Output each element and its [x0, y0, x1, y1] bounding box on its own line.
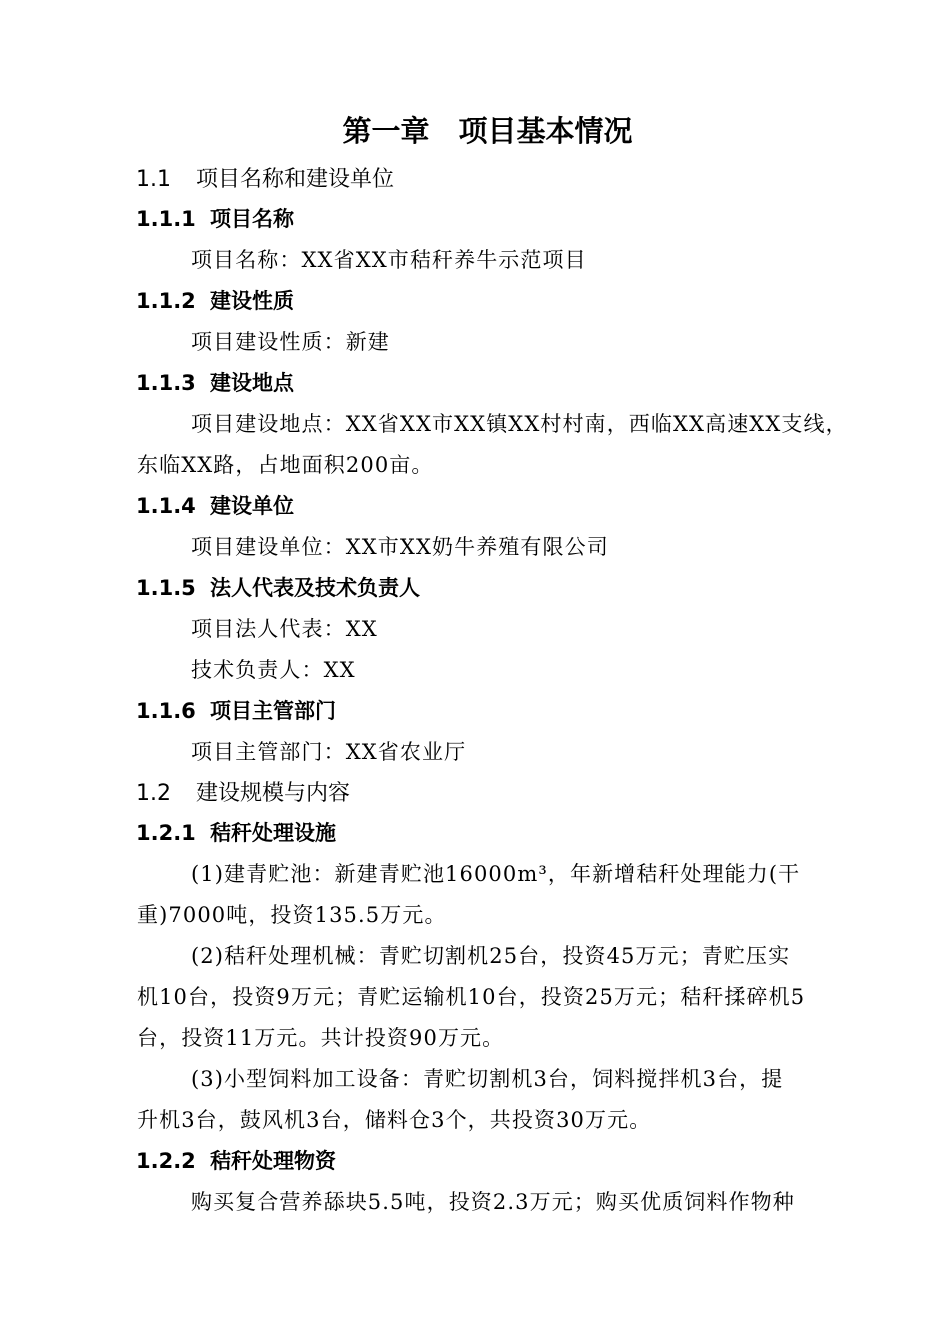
paragraph-construction-unit: 项目建设单位：XX市XX奶牛养殖有限公司: [191, 535, 609, 559]
paragraph-silage-pit-line-1: (1)建青贮池：新建青贮池16000m³，年新增秸秆处理能力(干: [191, 862, 801, 886]
section-number: 1.1.1: [136, 207, 196, 231]
section-heading-1-1-2: [136, 291, 294, 312]
section-heading-1-2-2: [136, 1151, 336, 1172]
section-number: 1.1.5: [136, 576, 196, 600]
paragraph-location-line-1: 项目建设地点：XX省XX市XX镇XX村村南，西临XX高速XX支线，: [191, 412, 848, 436]
section-number: 1.1.6: [136, 699, 196, 723]
paragraph-project-name: 项目名称：XX省XX市秸秆养牛示范项目: [191, 248, 587, 272]
section-title: 秸秆处理设施: [210, 821, 336, 845]
section-number: 1.2.2: [136, 1149, 196, 1173]
paragraph-machinery-line-2: 机10台，投资9万元；青贮运输机10台，投资25万元；秸秆揉碎机5: [137, 985, 806, 1009]
section-number: 1.1: [136, 167, 171, 192]
paragraph-silage-pit-line-2: 重)7000吨，投资135.5万元。: [137, 903, 447, 927]
section-heading-1-2-1: [136, 823, 336, 844]
paragraph-feed-equipment-line-1: (3)小型饲料加工设备：青贮切割机3台，饲料搅拌机3台，提: [191, 1067, 784, 1091]
section-number: 1.1.4: [136, 494, 196, 518]
paragraph-competent-dept: 项目主管部门：XX省农业厅: [191, 740, 467, 764]
section-number: 1.2.1: [136, 821, 196, 845]
paragraph-materials-line-1: 购买复合营养舔块5.5吨，投资2.3万元；购买优质饲料作物种: [191, 1190, 795, 1214]
chapter-title: 第一章 项目基本情况: [342, 114, 633, 148]
section-title: 项目名称: [210, 207, 294, 231]
section-title: 法人代表及技术负责人: [210, 576, 420, 600]
section-heading-1-1-5: [136, 578, 420, 599]
section-title: 项目名称和建设单位: [196, 167, 395, 192]
section-heading-1-1-1: [136, 209, 294, 230]
section-title: 建设性质: [210, 289, 294, 313]
paragraph-feed-equipment-line-2: 升机3台，鼓风机3台，储料仓3个，共投资30万元。: [137, 1108, 652, 1132]
paragraph-tech-lead: 技术负责人：XX: [191, 658, 356, 682]
section-heading-1-1-6: [136, 701, 336, 722]
paragraph-legal-rep: 项目法人代表：XX: [191, 617, 378, 641]
section-number: 1.1.3: [136, 371, 196, 395]
section-number: 1.2: [136, 781, 171, 806]
paragraph-machinery-line-3: 台，投资11万元。共计投资90万元。: [137, 1026, 505, 1050]
section-heading-1-1-3: [136, 373, 294, 394]
section-title: 建设地点: [210, 371, 294, 395]
section-heading-1-1-4: [136, 496, 294, 517]
section-title: 秸秆处理物资: [210, 1149, 336, 1173]
paragraph-construction-nature: 项目建设性质：新建: [191, 330, 390, 354]
section-heading-1-2: [136, 783, 350, 805]
paragraph-location-line-2: 东临XX路，占地面积200亩。: [137, 453, 434, 477]
section-title: 建设单位: [210, 494, 294, 518]
section-title: 项目主管部门: [210, 699, 336, 723]
section-title: 建设规模与内容: [196, 781, 351, 806]
paragraph-machinery-line-1: (2)秸秆处理机械：青贮切割机25台，投资45万元；青贮压实: [191, 944, 791, 968]
section-heading-1-1: [136, 169, 394, 191]
section-number: 1.1.2: [136, 289, 196, 313]
